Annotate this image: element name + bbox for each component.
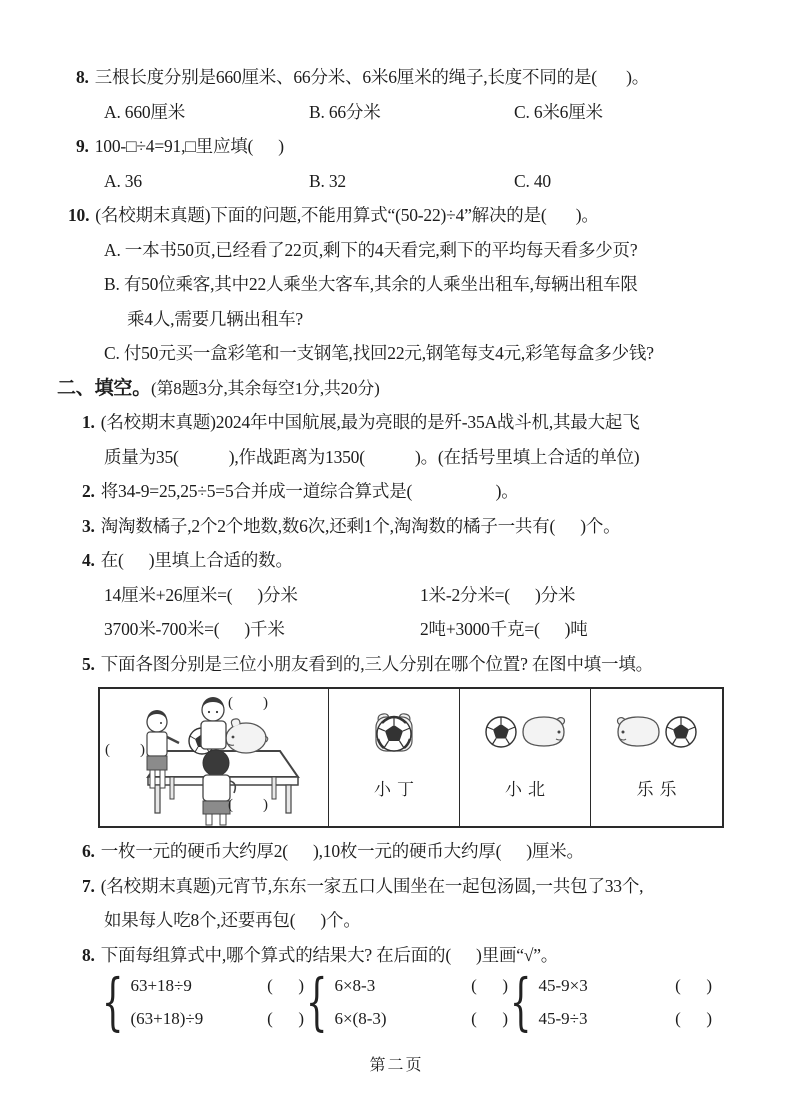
fill-q1-line2: 质量为35( ),作战距离为1350( )。(在括号里填上合适的单位) <box>104 446 640 467</box>
fill-q4 <box>0 543 793 578</box>
position-blank-left: ( ) <box>105 742 145 758</box>
fill-q8-expression-groups <box>0 966 793 1039</box>
fill-q6 <box>0 834 793 869</box>
expression-row <box>538 976 712 996</box>
q5-view-cell-xiaoding <box>329 689 460 826</box>
fill-q1 <box>0 405 793 440</box>
choice-q10-text: (名校期末真题)下面的问题,不能用算式“(50-22)÷4”解决的是( )。 <box>95 205 599 225</box>
choice-q8-option-c: C. 6米6厘米 <box>514 101 603 122</box>
position-blank-top: ( ) <box>228 695 268 711</box>
q5-name-xiaobei: 小北 <box>505 780 551 799</box>
q5-figure-table <box>98 687 724 828</box>
answer-blank: ( ) <box>267 976 304 995</box>
fill-q3-number: 3. <box>82 515 95 536</box>
answer-blank: ( ) <box>675 976 712 995</box>
fill-q6-text: 一枚一元的硬币大约厚2( ),10枚一元的硬币大约厚( )厘米。 <box>100 841 584 861</box>
choice-q8-number: 8. <box>76 67 89 87</box>
lele-view <box>616 689 698 775</box>
fill-section-score-note: (第8题3分,其余每空1分,共20分) <box>151 378 380 398</box>
left-brace: { <box>305 966 328 1039</box>
answer-blank: ( ) <box>675 1009 712 1028</box>
answer-blank: ( ) <box>471 1009 508 1028</box>
group-2-expressions <box>334 976 508 1029</box>
fill-q4-item-4: 2吨+3000千克=( )吨 <box>420 619 588 639</box>
answer-blank: ( ) <box>471 976 508 995</box>
choice-q9-option-a: A. 36 <box>104 170 142 191</box>
expression-text: 63+18÷9 <box>130 976 192 995</box>
fill-q4-item-1: 14厘米+26厘米=( )分米 <box>104 584 298 605</box>
q5-scene-cell <box>100 689 329 826</box>
left-brace: { <box>509 966 532 1039</box>
fill-q3 <box>0 509 793 544</box>
expression-text: 45-9×3 <box>538 976 588 995</box>
choice-q8 <box>0 60 793 95</box>
choice-q9-option-b: B. 32 <box>309 170 346 191</box>
fill-q4-row2 <box>0 612 793 647</box>
q5-name-lele: 乐乐 <box>636 780 683 799</box>
fill-q4-item-2: 1米-2分米=( )分米 <box>420 584 576 605</box>
expression-row <box>334 976 508 996</box>
choice-q8-text: 三根长度分别是660厘米、66分米、6米6厘米的绳子,长度不同的是( )。 <box>94 67 650 87</box>
fill-q7-line1: (名校期末真题)元宵节,东东一家五口人围坐在一起包汤圆,一共包了33个, <box>100 875 644 896</box>
fill-q6-number: 6. <box>82 841 95 861</box>
fill-q2-text: 将34-9=25,25÷5=5合并成一道综合算式是( )。 <box>100 481 519 501</box>
fill-q5 <box>0 647 793 682</box>
exam-content <box>0 60 793 1039</box>
child-back <box>201 697 226 749</box>
expression-text: 6×8-3 <box>334 976 376 995</box>
expression-row <box>538 1009 712 1029</box>
answer-blank: ( ) <box>267 1009 304 1028</box>
expression-text: 6×(8-3) <box>334 1009 387 1028</box>
fill-section-title: 二、填空。 <box>57 377 152 399</box>
fill-q3-text: 淘淘数橘子,2个2个地数,数6次,还剩1个,淘淘数的橘子一共有( )个。 <box>100 515 621 536</box>
expression-row <box>334 1009 508 1029</box>
choice-q9-options <box>0 164 793 199</box>
expression-row <box>130 1009 304 1029</box>
expression-row <box>130 976 304 996</box>
fill-q5-text: 下面各图分别是三位小朋友看到的,三人分别在哪个位置? 在图中填一填。 <box>100 653 653 674</box>
fill-q1-line1: (名校期末真题)2024年中国航展,最为亮眼的是歼-35A战斗机,其最大起飞 <box>100 412 640 432</box>
expression-text: (63+18)÷9 <box>130 1009 204 1028</box>
choice-q9-option-c: C. 40 <box>514 170 551 191</box>
fill-q5-number: 5. <box>82 653 95 674</box>
soccer-ball-icon <box>664 715 698 749</box>
expression-text: 45-9÷3 <box>538 1009 588 1028</box>
xiaoding-view <box>371 689 417 775</box>
soccer-ball-icon <box>484 715 518 749</box>
q5-view-cell-xiaobei <box>460 689 591 826</box>
q5-name-xiaoding: 小丁 <box>374 780 420 799</box>
fill-q7 <box>0 869 793 904</box>
q5-view-cell-lele <box>591 689 722 826</box>
choice-q9 <box>0 129 793 164</box>
choice-q10-option-a: A. 一本书50页,已经看了22页,剩下的4天看完,剩下的平均每天看多少页? <box>104 239 638 260</box>
choice-q9-number: 9. <box>76 136 89 156</box>
fill-q1-number: 1. <box>82 412 95 432</box>
fill-q8-number: 8. <box>82 944 95 965</box>
left-brace: { <box>101 966 124 1039</box>
expression-group-2 <box>304 966 508 1039</box>
choice-q10-number: 10. <box>68 205 90 225</box>
fill-q2 <box>0 474 793 509</box>
choice-q10-option-b-line2: 乘4人,需要几辆出租车? <box>127 308 303 329</box>
position-blank-bottom: ( ) <box>228 797 268 813</box>
fill-q4-item-3: 3700米-700米=( )千米 <box>104 619 285 639</box>
fill-q7-line2: 如果每人吃8个,还要再包( )个。 <box>104 910 361 930</box>
fill-q7-number: 7. <box>82 875 95 896</box>
fill-q4-text: 在( )里填上合适的数。 <box>100 550 293 570</box>
expression-group-1 <box>100 966 304 1039</box>
fill-q2-number: 2. <box>82 481 95 501</box>
choice-q8-options <box>0 95 793 130</box>
fill-section-heading <box>0 371 793 406</box>
fill-q4-row1 <box>0 578 793 613</box>
ball-front-pig-icon <box>371 709 417 755</box>
choice-q10-option-b-line1: B. 有50位乘客,其中22人乘坐大客车,其余的人乘坐出租车,每辆出租车限 <box>104 274 638 294</box>
piggy-bank-icon-right <box>522 714 566 750</box>
expression-group-3 <box>508 966 712 1039</box>
xiaobei-view <box>484 689 566 775</box>
piggy-bank-icon-left <box>616 714 660 750</box>
choice-q8-option-b: B. 66分米 <box>309 101 381 122</box>
group-3-expressions <box>538 976 712 1029</box>
choice-q9-text: 100-□÷4=91,□里应填( ) <box>94 136 284 156</box>
fill-q8-text: 下面每组算式中,哪个算式的结果大? 在后面的( )里画“√”。 <box>100 944 559 965</box>
piggy-bank-on-table <box>226 719 268 753</box>
choice-q8-option-a: A. 660厘米 <box>104 101 186 122</box>
page-number-footer: 第二页 <box>369 1057 424 1074</box>
choice-q10 <box>0 198 793 233</box>
choice-q10-option-c: C. 付50元买一盒彩笔和一支钢笔,找回22元,钢笔每支4元,彩笔每盒多少钱? <box>104 343 654 363</box>
group-1-expressions <box>130 976 304 1029</box>
fill-q4-number: 4. <box>82 550 95 570</box>
